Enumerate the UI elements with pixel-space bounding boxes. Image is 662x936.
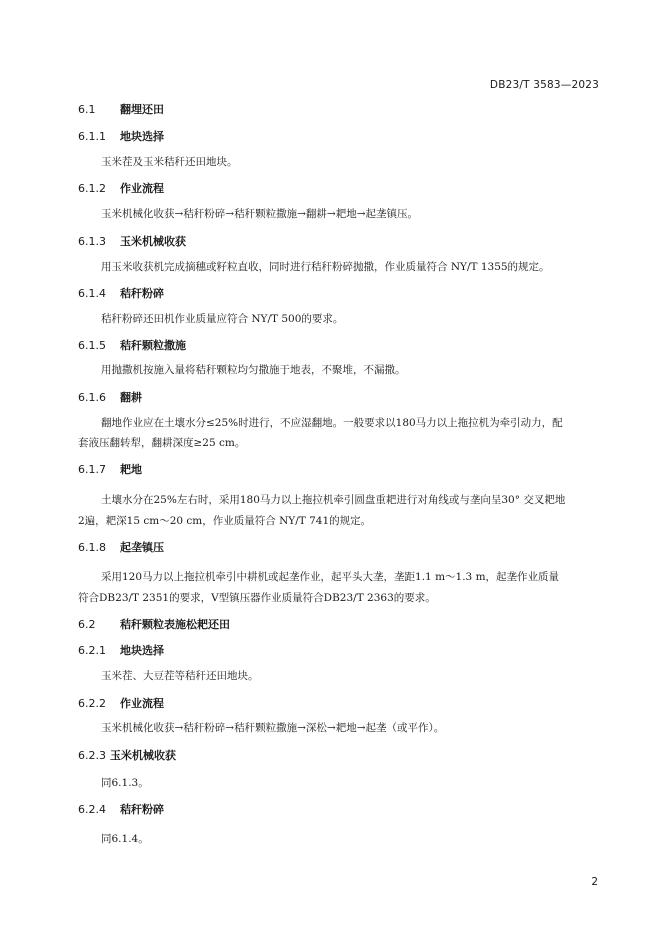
section-number: 6.1: [78, 103, 96, 116]
section-number: 6.2: [78, 618, 96, 631]
section-number: 6.1.6: [78, 391, 106, 404]
section-number: 6.2.3: [78, 749, 106, 762]
section-heading-6-1-7: [78, 461, 142, 477]
section-title: 翻耕: [120, 391, 142, 404]
paragraph-6-2-2: 玉米机械化收获→秸秆粉碎→秸秆颗粒撒施→深松→耙地→起垄（或平作）。: [101, 722, 445, 734]
section-number: 6.1.2: [78, 182, 106, 195]
page-number: 2: [591, 876, 598, 888]
paragraph-6-1-8-line1: 采用120马力以上拖拉机牵引中耕机或起垄作业，起平头大垄，垄距1.1 m～1.3 m，起垄作业质量: [101, 571, 560, 583]
paragraph-6-1-2: 玉米机械化收获→秸秆粉碎→秸秆颗粒撒施→翻耕→耙地→起垄镇压。: [101, 208, 418, 220]
section-title: 翻埋还田: [120, 103, 164, 116]
section-title: 玉米机械收获: [110, 749, 176, 762]
paragraph-6-2-1: 玉米茬、大豆茬等秸秆还田地块。: [101, 670, 259, 682]
section-title: 地块选择: [120, 130, 164, 143]
section-heading-6-1-5: [78, 337, 186, 353]
paragraph-6-1-8-line2: 符合DB23/T 2351的要求，V型镇压器作业质量符合DB23/T 2363的要求。: [78, 592, 436, 604]
section-heading-6-1-8: [78, 539, 164, 555]
section-number: 6.2.2: [78, 697, 106, 710]
section-number: 6.1.8: [78, 541, 106, 554]
section-title: 起垄镇压: [120, 541, 164, 554]
section-title: 耙地: [120, 463, 142, 476]
section-heading-6-2-1: [78, 642, 164, 658]
paragraph-6-1-1: 玉米茬及玉米秸秆还田地块。: [101, 156, 238, 168]
section-title: 作业流程: [120, 182, 164, 195]
paragraph-6-2-4: 同6.1.4。: [101, 833, 149, 845]
paragraph-6-1-6-line2: 套液压翻转犁，翻耕深度≥25 cm。: [78, 437, 246, 449]
section-heading-6-1-1: [78, 128, 164, 144]
paragraph-6-1-7-line1: 土壤水分在25%左右时，采用180马力以上拖拉机牵引圆盘重耙进行对角线或与垄向呈30° 交叉耙地: [101, 494, 566, 506]
section-number: 6.1.1: [78, 130, 106, 143]
section-heading-6-1-3: [78, 233, 186, 249]
paragraph-6-2-3: 同6.1.3。: [101, 777, 149, 789]
paragraph-6-1-3: 用玉米收获机完成摘穗或籽粒直收，同时进行秸秆粉碎抛撒，作业质量符合 NY/T 1355的规定。: [101, 261, 550, 273]
paragraph-6-1-6-line1: 翻地作业应在土壤水分≤25%时进行，不应湿翻地。一般要求以180马力以上拖拉机为牵引动力，配: [101, 417, 563, 429]
section-title: 作业流程: [120, 697, 164, 710]
section-title: 地块选择: [120, 644, 164, 657]
section-title: 秸秆颗粒表施松耙还田: [120, 618, 230, 631]
section-heading-6-1-4: [78, 285, 164, 301]
paragraph-6-1-7-line2: 2遍，耙深15 cm～20 cm，作业质量符合 NY/T 741的规定。: [78, 515, 372, 527]
section-heading-6-2-2: [78, 695, 164, 711]
section-number: 6.2.4: [78, 803, 106, 816]
section-number: 6.1.4: [78, 287, 106, 300]
section-title: 秸秆粉碎: [120, 287, 164, 300]
document-code: DB23/T 3583—2023: [489, 79, 599, 91]
section-heading-6-2: [78, 616, 230, 632]
section-heading-6-1: [78, 101, 164, 117]
section-number: 6.1.5: [78, 339, 106, 352]
section-number: 6.1.7: [78, 463, 106, 476]
paragraph-6-1-4: 秸秆粉碎还田机作业质量应符合 NY/T 500的要求。: [101, 313, 344, 325]
section-heading-6-1-2: [78, 180, 164, 196]
paragraph-6-1-5: 用抛撒机按施入量将秸秆颗粒均匀撒施于地表，不聚堆，不漏撒。: [101, 364, 406, 376]
section-number: 6.2.1: [78, 644, 106, 657]
section-heading-6-2-4: [78, 801, 164, 817]
section-number: 6.1.3: [78, 235, 106, 248]
section-title: 秸秆粉碎: [120, 803, 164, 816]
section-title: 玉米机械收获: [120, 235, 186, 248]
section-title: 秸秆颗粒撒施: [120, 339, 186, 352]
section-heading-6-2-3: [78, 747, 176, 763]
section-heading-6-1-6: [78, 389, 142, 405]
